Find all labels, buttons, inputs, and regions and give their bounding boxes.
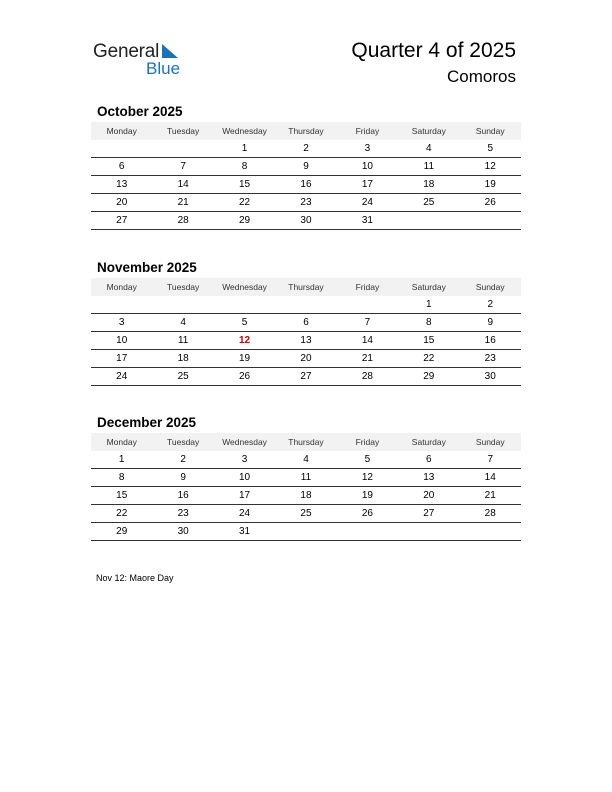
day-cell	[460, 523, 521, 540]
weekday-label: Tuesday	[166, 437, 200, 447]
weekday-label: Friday	[355, 126, 380, 136]
day-cell: 26	[238, 371, 251, 382]
day-cell: 22	[116, 508, 128, 519]
week-row	[91, 332, 521, 350]
day-cell: 1	[118, 454, 125, 465]
country-name: Comoros	[447, 67, 516, 86]
day-cell: 18	[300, 490, 312, 501]
day-cell: 7	[364, 317, 371, 328]
day-cell: 25	[177, 371, 189, 382]
day-cell: 14	[484, 472, 496, 483]
weekday-label: Monday	[106, 282, 137, 292]
week-row	[91, 158, 521, 176]
brand-triangle-icon	[162, 44, 178, 58]
day-cell: 4	[180, 317, 186, 328]
day-cell: 1	[426, 299, 432, 310]
month-title: December 2025	[97, 415, 197, 430]
holiday-notes	[96, 573, 174, 583]
day-cell	[275, 523, 336, 540]
week-row	[91, 487, 521, 505]
week-row	[91, 194, 521, 212]
weekday-label: Friday	[355, 282, 380, 292]
day-cell: 7	[180, 161, 186, 172]
day-cell: 20	[300, 353, 312, 364]
month-december	[91, 413, 521, 541]
day-cell: 21	[484, 490, 496, 501]
day-cell: 17	[361, 179, 373, 190]
day-cell: 12	[361, 472, 373, 483]
day-cell	[91, 296, 152, 313]
week-row	[91, 368, 521, 386]
week-row	[91, 505, 521, 523]
day-cell: 13	[116, 179, 128, 190]
day-cell: 5	[364, 454, 371, 465]
weekday-label: Tuesday	[166, 282, 200, 292]
day-cell	[398, 523, 459, 540]
day-cell: 27	[423, 508, 435, 519]
day-cell: 11	[423, 161, 435, 172]
day-cell: 6	[118, 161, 125, 172]
day-cell: 15	[423, 335, 435, 346]
day-cell: 8	[241, 161, 248, 172]
weekday-label: Saturday	[411, 437, 446, 447]
day-cell	[275, 296, 336, 313]
day-cell: 28	[484, 508, 496, 519]
day-cell	[337, 523, 398, 540]
day-cell: 20	[423, 490, 435, 501]
day-cell: 26	[484, 197, 496, 208]
month-title: October 2025	[97, 104, 183, 119]
day-cell: 26	[361, 508, 373, 519]
day-cell: 23	[484, 353, 496, 364]
day-cell: 8	[118, 472, 125, 483]
day-cell: 29	[423, 371, 435, 382]
brand-word-blue: Blue	[146, 59, 181, 78]
day-cell: 15	[238, 179, 251, 190]
day-cell: 8	[426, 317, 432, 328]
day-cell: 2	[487, 299, 494, 310]
day-cell: 24	[238, 508, 251, 519]
day-cell: 25	[423, 197, 435, 208]
day-cell: 5	[487, 143, 494, 154]
day-cell: 9	[180, 472, 186, 483]
day-cell: 25	[300, 508, 312, 519]
page-title: Quarter 4 of 2025	[351, 39, 516, 62]
weekday-label: Tuesday	[166, 126, 200, 136]
day-cell: 4	[426, 143, 432, 154]
day-cell: 9	[303, 161, 309, 172]
day-cell: 28	[361, 371, 373, 382]
weekday-label: Wednesday	[222, 126, 267, 136]
day-cell: 23	[300, 197, 312, 208]
day-cell: 30	[484, 371, 496, 382]
day-cell: 5	[241, 317, 248, 328]
day-cell: 31	[238, 526, 251, 537]
day-cell: 24	[116, 371, 128, 382]
day-cell: 29	[238, 215, 251, 226]
weekday-label: Thursday	[288, 282, 324, 292]
weekday-label: Monday	[106, 126, 137, 136]
day-cell: 13	[423, 472, 435, 483]
day-cell: 6	[303, 317, 309, 328]
day-cell: 16	[300, 179, 312, 190]
day-cell: 17	[238, 490, 251, 501]
holiday-note: Nov 12: Maore Day	[96, 573, 174, 583]
day-cell: 3	[118, 317, 125, 328]
week-row	[91, 314, 521, 332]
day-cell: 16	[484, 335, 496, 346]
day-cell: 15	[116, 490, 128, 501]
day-cell: 18	[177, 353, 189, 364]
day-cell: 23	[177, 508, 189, 519]
weekday-label: Sunday	[475, 437, 505, 447]
weekday-header	[91, 433, 521, 451]
day-cell: 12	[238, 335, 251, 346]
day-cell: 21	[361, 353, 373, 364]
weekday-label: Friday	[355, 437, 380, 447]
day-cell: 19	[484, 179, 496, 190]
day-cell: 1	[241, 143, 248, 154]
day-cell: 10	[116, 335, 128, 346]
day-cell: 27	[116, 215, 128, 226]
day-cell: 14	[177, 179, 189, 190]
day-cell: 2	[180, 454, 186, 465]
day-cell: 11	[300, 472, 312, 483]
day-cell: 18	[423, 179, 435, 190]
weekday-label: Monday	[106, 437, 137, 447]
day-cell: 21	[177, 197, 189, 208]
day-cell: 24	[361, 197, 373, 208]
week-row	[91, 212, 521, 230]
week-row	[91, 176, 521, 194]
day-cell: 7	[487, 454, 494, 465]
week-row	[91, 451, 521, 469]
day-cell: 17	[116, 353, 128, 364]
week-row	[91, 296, 521, 314]
day-cell: 12	[484, 161, 496, 172]
week-row	[91, 140, 521, 158]
day-cell: 13	[300, 335, 312, 346]
month-november	[91, 258, 521, 386]
day-cell: 29	[116, 526, 128, 537]
day-cell: 19	[361, 490, 373, 501]
day-cell: 3	[241, 454, 248, 465]
day-cell	[152, 140, 213, 157]
day-cell	[214, 296, 275, 313]
weekday-label: Saturday	[411, 126, 446, 136]
day-cell: 9	[487, 317, 494, 328]
day-cell: 19	[238, 353, 251, 364]
brand-word-general: General	[93, 41, 160, 62]
weekday-label: Wednesday	[222, 282, 267, 292]
day-cell: 30	[300, 215, 312, 226]
week-row	[91, 350, 521, 368]
day-cell: 2	[303, 143, 309, 154]
day-cell: 10	[361, 161, 373, 172]
day-cell: 10	[238, 472, 251, 483]
day-cell: 20	[116, 197, 128, 208]
day-cell: 16	[177, 490, 189, 501]
day-cell: 27	[300, 371, 312, 382]
day-cell	[398, 212, 459, 229]
day-cell: 31	[361, 215, 373, 226]
month-october	[91, 102, 521, 230]
week-row	[91, 523, 521, 541]
day-cell: 22	[423, 353, 435, 364]
weekday-header	[91, 122, 521, 140]
day-cell: 28	[177, 215, 189, 226]
weekday-label: Wednesday	[222, 437, 267, 447]
week-row	[91, 469, 521, 487]
day-cell: 3	[364, 143, 371, 154]
weekday-label: Thursday	[288, 437, 324, 447]
month-title: November 2025	[97, 260, 197, 275]
weekday-label: Sunday	[475, 126, 505, 136]
weekday-label: Sunday	[475, 282, 505, 292]
day-cell	[91, 140, 152, 157]
day-cell: 6	[426, 454, 432, 465]
weekday-label: Thursday	[288, 126, 324, 136]
day-cell	[460, 212, 521, 229]
day-cell	[152, 296, 213, 313]
day-cell: 30	[177, 526, 189, 537]
day-cell	[337, 296, 398, 313]
day-cell: 14	[361, 335, 373, 346]
day-cell: 4	[303, 454, 309, 465]
brand-logo	[93, 41, 203, 81]
day-cell: 22	[238, 197, 251, 208]
weekday-label: Saturday	[411, 282, 446, 292]
day-cell: 11	[177, 335, 189, 346]
weekday-header	[91, 278, 521, 296]
